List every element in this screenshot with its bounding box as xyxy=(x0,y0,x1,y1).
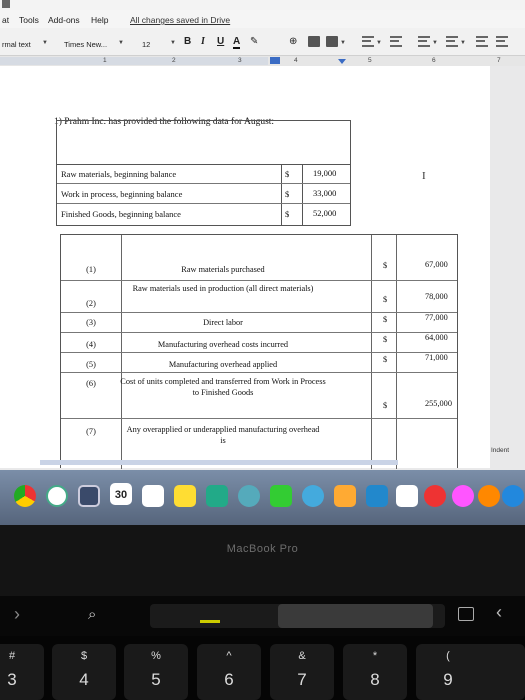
key-9[interactable] xyxy=(416,644,525,700)
news-icon[interactable] xyxy=(424,485,446,507)
search-icon[interactable]: ⌕ xyxy=(88,606,97,623)
key-8[interactable] xyxy=(343,644,407,700)
row-number: (4) xyxy=(86,340,96,349)
row-value: 77,000 xyxy=(425,313,448,322)
row-value: 67,000 xyxy=(425,260,448,269)
calendar-icon[interactable] xyxy=(110,483,132,505)
pages-icon[interactable] xyxy=(366,485,388,507)
stickies-icon[interactable] xyxy=(174,485,196,507)
table-row xyxy=(57,204,350,224)
ruler-mark: 5 xyxy=(368,57,372,64)
key-6[interactable] xyxy=(197,644,261,700)
row-number: (6) xyxy=(86,379,96,388)
dollar-sign: $ xyxy=(285,209,290,219)
numbered-list-icon[interactable] xyxy=(418,36,430,47)
indent-marker[interactable] xyxy=(270,57,280,64)
dollar-sign: $ xyxy=(285,189,290,199)
facetime-icon[interactable] xyxy=(270,485,292,507)
music-icon[interactable] xyxy=(452,485,474,507)
key-digit: 5 xyxy=(151,670,161,689)
ruler-mark: 2 xyxy=(172,57,176,64)
chevron-down-icon: ▼ xyxy=(42,40,48,46)
chevron-down-icon: ▼ xyxy=(460,40,466,46)
toolbar xyxy=(0,28,525,56)
row-label: Raw materials, beginning balance xyxy=(61,169,177,179)
ruler-margin xyxy=(0,57,268,65)
dock xyxy=(0,470,525,525)
row-description: Manufacturing overhead applied xyxy=(168,360,278,369)
chevron-down-icon: ▼ xyxy=(340,40,346,46)
align-icon[interactable] xyxy=(362,36,374,47)
bold-button[interactable]: B xyxy=(184,36,192,47)
key-digit: 7 xyxy=(297,670,307,689)
touch-bar-controls[interactable] xyxy=(150,604,445,628)
insert-image-icon[interactable] xyxy=(326,36,338,47)
row-description: Cost of units completed and transferred from Work in Process to Finished Goods xyxy=(120,377,326,397)
key-digit: 8 xyxy=(370,670,380,689)
dollar-sign: $ xyxy=(383,401,388,410)
document-page[interactable] xyxy=(0,66,490,468)
chevron-right-icon[interactable]: ‹ xyxy=(496,602,502,622)
bulleted-list-icon[interactable] xyxy=(446,36,458,47)
key-5[interactable] xyxy=(124,644,188,700)
font-select[interactable]: Times New... xyxy=(64,40,108,49)
screenshot-icon[interactable] xyxy=(458,607,474,621)
key-digit: 6 xyxy=(224,670,234,689)
horizontal-scrollbar[interactable] xyxy=(40,460,398,465)
calendar-day: 30 xyxy=(114,489,128,501)
tab-stop-marker[interactable] xyxy=(338,59,346,64)
ruler-mark: 4 xyxy=(294,57,298,64)
charts-icon[interactable] xyxy=(396,485,418,507)
row-value: 33,000 xyxy=(313,188,337,198)
row-label: Work in process, beginning balance xyxy=(61,189,183,199)
touch-bar-indicator xyxy=(200,620,220,623)
row-number: (7) xyxy=(86,427,96,436)
key-symbol: * xyxy=(372,650,378,662)
ruler-mark: 7 xyxy=(497,57,501,64)
link-icon[interactable]: ⊕ xyxy=(289,36,298,47)
photo-viewer-icon[interactable] xyxy=(78,485,100,507)
chevron-down-icon: ▼ xyxy=(118,40,124,46)
italic-button[interactable]: I xyxy=(201,36,205,47)
saved-status-link[interactable]: All changes saved in Drive xyxy=(130,15,231,25)
dollar-sign: $ xyxy=(383,335,388,344)
table-row xyxy=(61,353,457,373)
august-data-table xyxy=(60,234,458,468)
dollar-sign: $ xyxy=(383,295,388,304)
messages-icon[interactable] xyxy=(302,485,324,507)
table-row xyxy=(61,333,457,353)
touch-bar-highlight xyxy=(278,604,433,628)
key-symbol: ^ xyxy=(226,650,232,662)
ruler-mark: 3 xyxy=(238,57,242,64)
row-value: 19,000 xyxy=(313,168,337,178)
row-description: Raw materials purchased xyxy=(181,265,265,274)
row-value: 71,000 xyxy=(425,353,448,362)
app-store-icon[interactable] xyxy=(502,485,524,507)
dollar-sign: $ xyxy=(383,355,388,364)
line-spacing-icon[interactable] xyxy=(390,36,402,47)
row-number: (2) xyxy=(86,299,96,308)
table-row xyxy=(57,184,350,204)
table-row xyxy=(57,164,350,184)
font-size-select[interactable]: 12 xyxy=(142,40,151,49)
highlight-icon[interactable]: ✎ xyxy=(250,36,259,47)
keyboard xyxy=(0,636,525,700)
photos-icon[interactable] xyxy=(238,485,260,507)
key-symbol: # xyxy=(8,650,16,662)
indent-tooltip: Indent xyxy=(491,447,510,454)
notes-icon[interactable] xyxy=(142,485,164,507)
chevron-down-icon: ▼ xyxy=(376,40,382,46)
row-description: Raw materials used in production (all direct materials) xyxy=(132,284,314,293)
books-icon[interactable] xyxy=(478,485,500,507)
key-digit: 3 xyxy=(7,670,17,689)
numbers-icon[interactable] xyxy=(206,485,228,507)
key-digit: 4 xyxy=(79,670,89,689)
row-value: 52,000 xyxy=(313,208,337,218)
increase-indent-icon[interactable] xyxy=(496,36,508,47)
ruler[interactable] xyxy=(0,56,525,66)
row-number: (5) xyxy=(86,360,96,369)
text-cursor-icon: I xyxy=(422,170,426,182)
menu-addons[interactable]: Add-ons xyxy=(48,15,80,25)
key-symbol: ( xyxy=(446,650,450,662)
dollar-sign: $ xyxy=(383,315,388,324)
menu-help[interactable]: Help xyxy=(91,15,109,25)
tab-icon xyxy=(2,0,10,8)
row-value: 64,000 xyxy=(425,333,448,342)
menu-tools[interactable]: Tools xyxy=(19,15,39,25)
decrease-indent-icon[interactable] xyxy=(476,36,488,47)
menu-bar xyxy=(0,10,525,28)
chevron-down-icon: ▼ xyxy=(170,40,176,46)
touch-bar xyxy=(0,596,525,636)
ruler-mark: 6 xyxy=(432,57,436,64)
dollar-sign: $ xyxy=(285,169,290,179)
chrome-icon[interactable] xyxy=(14,485,36,507)
row-description: Any overapplied or underapplied manufacturing overhead is xyxy=(126,425,320,445)
row-value: 255,000 xyxy=(425,399,452,408)
key-4[interactable] xyxy=(52,644,116,700)
ruler-mark: 1 xyxy=(103,57,107,64)
table-row xyxy=(61,257,457,281)
row-value: 78,000 xyxy=(425,292,448,301)
row-number: (3) xyxy=(86,318,96,327)
key-3[interactable] xyxy=(0,644,44,700)
text-color-button[interactable]: A xyxy=(233,36,241,47)
underline-button[interactable]: U xyxy=(217,36,225,47)
table-row xyxy=(61,373,457,419)
style-select[interactable]: rmal text xyxy=(2,40,31,49)
maps-icon[interactable] xyxy=(46,485,68,507)
insert-comment-icon[interactable] xyxy=(308,36,320,47)
chevron-left-icon[interactable]: › xyxy=(14,604,20,624)
browser-top-strip xyxy=(0,0,525,10)
row-description: Direct labor xyxy=(203,318,243,327)
beginning-balances-table xyxy=(56,120,351,226)
keynote-icon[interactable] xyxy=(334,485,356,507)
table-row xyxy=(61,313,457,333)
row-description: Manufacturing overhead costs incurred xyxy=(157,340,289,349)
key-symbol: % xyxy=(151,650,161,662)
key-symbol: & xyxy=(298,650,306,662)
row-label: Finished Goods, beginning balance xyxy=(61,209,181,219)
question-text: 1) Prahm Inc. has provided the following data for August: xyxy=(54,117,275,127)
chevron-down-icon: ▼ xyxy=(432,40,438,46)
laptop-brand-label: MacBook Pro xyxy=(226,543,299,555)
key-7[interactable] xyxy=(270,644,334,700)
menu-format[interactable]: at xyxy=(2,15,10,25)
key-digit: 9 xyxy=(443,670,453,689)
dollar-sign: $ xyxy=(383,261,388,270)
table-row xyxy=(61,281,457,313)
key-symbol: $ xyxy=(80,650,88,662)
row-number: (1) xyxy=(86,265,96,274)
